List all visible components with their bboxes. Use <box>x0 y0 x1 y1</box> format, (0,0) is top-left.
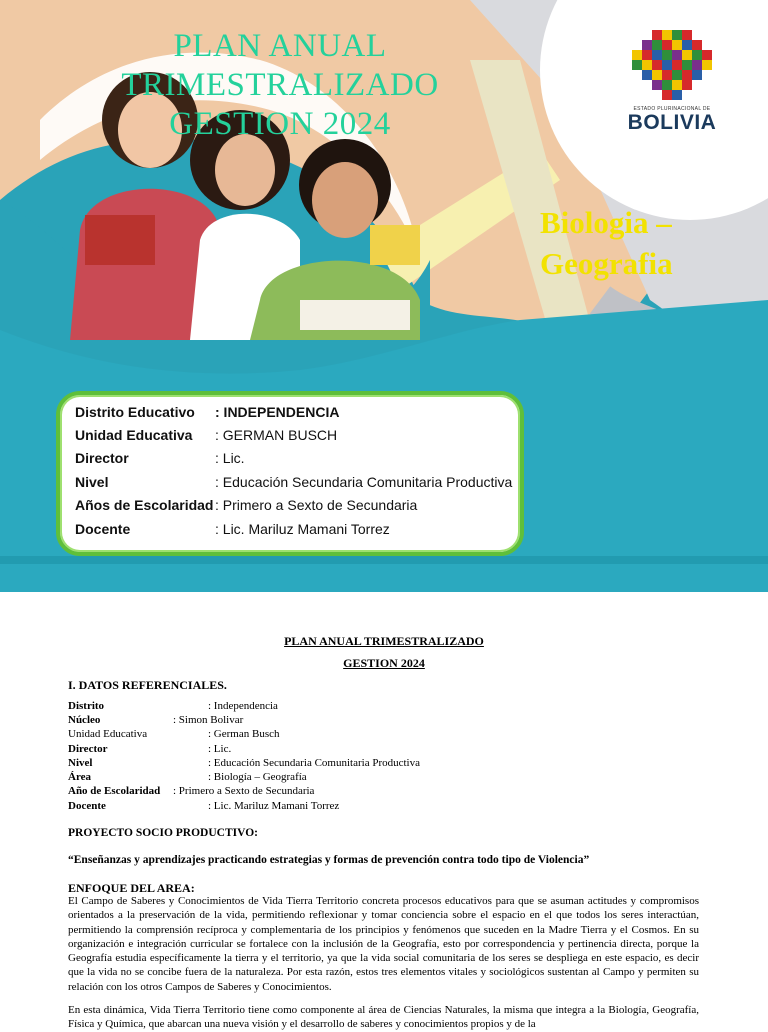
section-proyecto: PROYECTO SOCIO PRODUCTIVO: <box>68 827 258 839</box>
field-row <box>68 699 278 713</box>
cover-title-line-2: TRIMESTRALIZADO <box>121 67 439 103</box>
info-value: : Lic. <box>215 450 245 466</box>
doc-title: PLAN ANUAL TRIMESTRALIZADO <box>284 634 484 648</box>
info-value: : Lic. Mariluz Mamani Torrez <box>215 521 390 537</box>
info-value: : Educación Secundaria Comunitaria Productiva <box>215 474 513 490</box>
info-label: Años de Escolaridad <box>75 497 214 513</box>
field-label: Unidad Educativa <box>68 728 148 740</box>
field-row <box>68 756 420 770</box>
info-label: Distrito Educativo <box>75 404 195 420</box>
field-row <box>68 713 244 727</box>
info-value: : Primero a Sexto de Secundaria <box>215 497 418 513</box>
info-label: Unidad Educativa <box>75 427 193 443</box>
cover-info-box <box>56 391 524 556</box>
section-datos-referenciales: I. DATOS REFERENCIALES. <box>68 678 227 692</box>
cover-title-line-3: GESTION 2024 <box>169 106 391 142</box>
cover-subject-line-2: Geografia <box>540 246 673 281</box>
logo-bolivia-word: BOLIVIA <box>627 111 717 134</box>
field-value: : Primero a Sexto de Secundaria <box>173 785 315 797</box>
field-row <box>68 784 315 798</box>
document-page <box>0 592 768 1031</box>
field-row <box>68 799 340 813</box>
field-value: : Biología – Geografía <box>208 771 307 783</box>
field-row <box>68 770 307 784</box>
project-title: “Enseñanzas y aprendizajes practicando estrategias y formas de prevención contra todo tipo de Violencia” <box>68 854 590 866</box>
cover-subject-line-1: Biologia – <box>540 205 672 240</box>
field-label: Área <box>68 771 92 783</box>
logo-state-caption: ESTADO PLURINACIONAL DE <box>633 106 711 112</box>
info-label: Docente <box>75 521 131 537</box>
enfoque-paragraph: El Campo de Saberes y Conocimientos de Vida Tierra Territorio concreta procesos educativos para que se asuman actitudes y compromisos orientados a la preservación de la vida, permitiendo reflexionar y tomar conciencia sobre el espacio en el que todos los seres interactúan, permitiendo la comprensión recíproca y complementaria de los principios y fenómenos que suceden en la Madre Tierra y el Cosmos. En su organización e integración curricular se fortalece con la inclusión de la Geografía, esto por correspondencia y pertinencia directa, porque la Geografía estudia específicamente la tierra y el territorio, ya que la vida social comunitaria de los seres se despliega en este espacio, es decir que la vida no se concibe fuera de la naturaleza. Por esta razón, estos tres elementos vitales y sociológicos sustentan al Campo y permiten su relación con los otros Campos de Saberes y Conocimientos. <box>68 895 699 993</box>
field-value: : German Busch <box>208 728 280 740</box>
field-value: : Independencia <box>208 700 278 712</box>
info-label: Nivel <box>75 474 109 490</box>
dinamica-paragraph: En esta dinámica, Vida Tierra Territorio tiene como componente al área de Ciencias Naturales, la misma que integra a la Biología, Geografía, Física y Química, que abarcan una nueva visión y el desarrollo de saberes y conocimientos propios y de la <box>68 1004 699 1031</box>
info-value: : INDEPENDENCIA <box>215 404 340 420</box>
field-value: : Lic. <box>208 743 232 755</box>
field-row <box>68 742 232 756</box>
field-row <box>68 727 280 741</box>
field-label: Año de Escolaridad <box>68 785 161 797</box>
info-label: Director <box>75 450 129 466</box>
field-value: : Simon Bolivar <box>173 714 244 726</box>
field-value: : Educación Secundaria Comunitaria Productiva <box>208 757 420 769</box>
field-value: : Lic. Mariluz Mamani Torrez <box>208 800 340 812</box>
info-value: : GERMAN BUSCH <box>215 427 338 443</box>
doc-subtitle: GESTION 2024 <box>343 656 425 670</box>
field-label: Nivel <box>68 757 93 769</box>
section-enfoque: ENFOQUE DEL AREA: <box>68 881 195 895</box>
field-label: Núcleo <box>68 714 101 726</box>
field-label: Distrito <box>68 700 105 712</box>
field-label: Docente <box>68 800 106 812</box>
field-label: Director <box>68 743 108 755</box>
cover-title-line-1: PLAN ANUAL <box>173 28 387 64</box>
